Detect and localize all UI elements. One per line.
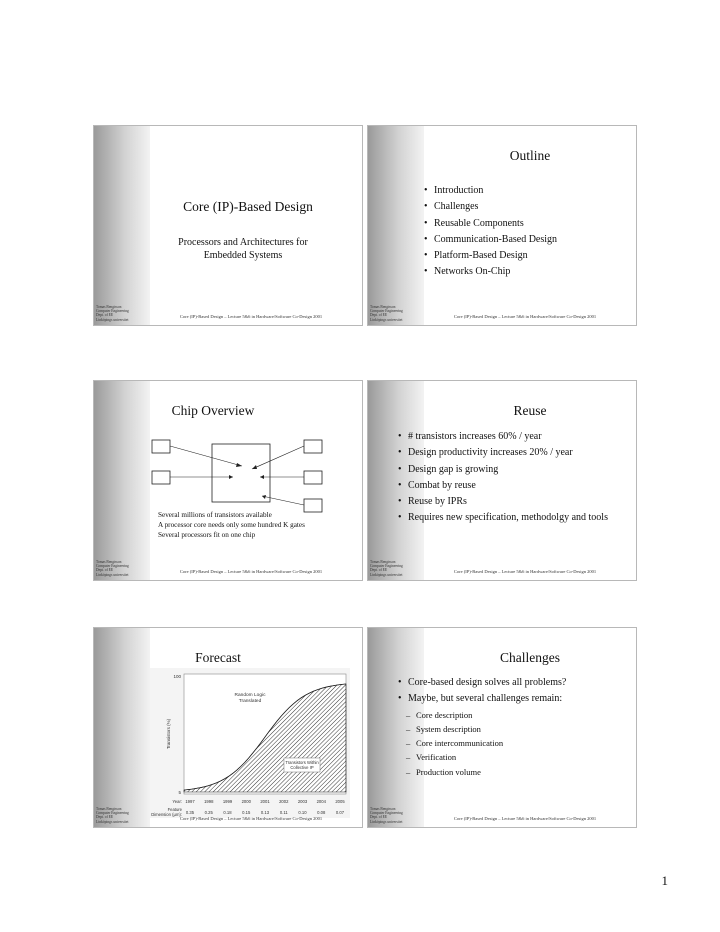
footer-author-line: Linköpings universitet: [96, 572, 129, 577]
footer-author: [96, 560, 129, 577]
footer-course: Core (IP)-Based Design – Lecture 5&6 in Hardware/Software Co-Design 2001: [453, 816, 597, 821]
footer-course: Core (IP)-Based Design – Lecture 5&6 in Hardware/Software Co-Design 2001: [179, 314, 323, 319]
feature-dimension-label: 0.13: [260, 810, 270, 815]
footer-author-line: Tomas Bengtsson: [370, 304, 396, 309]
list-item: • # transistors increases 60% / year: [398, 429, 630, 445]
footer-author-line: Tomas Bengtsson: [96, 304, 122, 309]
footer-author-line: Computer Engineering: [370, 811, 403, 816]
x-tick-label: 1998: [204, 799, 214, 804]
footer-course: Core (IP)-Based Design – Lecture 5&6 in Hardware/Software Co-Design 2001: [179, 569, 323, 574]
series-label-random-logic: Translated: [238, 699, 262, 704]
series-label-random-logic: Random Logic: [234, 693, 266, 698]
list-item: • Reuse by IPRs: [398, 494, 630, 510]
list-item: • Communication-Based Design: [424, 232, 557, 248]
feature-dimension-label: 0.10: [298, 810, 307, 815]
footer-author-line: Linköpings universitet: [370, 819, 403, 824]
x-tick-label: 2000: [241, 799, 251, 804]
feature-dimension-label: 0.07: [335, 810, 345, 815]
footer-author-line: Dept. of EE: [96, 815, 114, 820]
slide-subtitle-line1: Processors and Architectures for: [178, 237, 308, 248]
footer-author-line: Linköpings universitet: [96, 819, 129, 824]
feature-dimension-label: 0.18: [223, 810, 232, 815]
y-tick-label: 100: [173, 674, 181, 679]
list-item: • Requires new specification, methodolgy and tools: [398, 510, 630, 526]
footer-author: [96, 807, 129, 824]
chip-note: Several processors fit on one chip: [158, 531, 256, 539]
footer-author-line: Tomas Bengtsson: [370, 559, 396, 564]
series-label-collective-ip: Transistors Within: [285, 760, 319, 765]
arrow-line: [252, 446, 304, 469]
list-item: • Challenges: [424, 199, 557, 215]
arrow-head: [260, 475, 264, 479]
list-item: [398, 691, 632, 779]
footer-author-line: Tomas Bengtsson: [370, 806, 396, 811]
x-tick-label: 1997: [185, 799, 195, 804]
footer-author-line: Tomas Bengtsson: [96, 559, 122, 564]
footer-course: Core (IP)-Based Design – Lecture 5&6 in Hardware/Software Co-Design 2001: [179, 816, 323, 821]
x-row-label: Dimension (µm):: [151, 812, 182, 817]
forecast-chart: [150, 668, 350, 818]
list-item-text: Maybe, but several challenges remain:: [408, 693, 563, 705]
footer-author-line: Computer Engineering: [96, 309, 129, 314]
reuse-list: [398, 429, 630, 527]
core-box-right-middle: [304, 471, 322, 484]
feature-dimension-label: 0.11: [279, 810, 288, 815]
footer-author: [370, 807, 403, 824]
feature-dimension-label: 0.35: [185, 810, 195, 815]
slide-heading: Outline: [509, 148, 551, 163]
chip-note: Several millions of transistors available: [158, 511, 272, 519]
chip-box: [212, 444, 270, 502]
slide-outline: [367, 125, 637, 326]
footer-author-line: Dept. of EE: [370, 815, 388, 820]
chip-notes: [158, 510, 305, 540]
sub-list-item: – Verification: [406, 750, 632, 764]
footer-course: Core (IP)-Based Design – Lecture 5&6 in Hardware/Software Co-Design 2001: [453, 314, 597, 319]
page-number: 1: [661, 873, 668, 888]
list-item: • Design productivity increases 20% / year: [398, 445, 630, 461]
y-axis-label: Transistors (%): [166, 718, 171, 750]
arrow-head: [236, 463, 242, 467]
slide-challenges: [367, 627, 637, 828]
slide-subtitle-line2: Embedded Systems: [203, 250, 283, 261]
footer-author-line: Linköpings universitet: [370, 317, 403, 322]
footer-author-line: Linköpings universitet: [370, 572, 403, 577]
x-tick-label: 2005: [335, 799, 345, 804]
slide-chip-overview: [93, 380, 363, 581]
chip-note: A processor core needs only some hundred K gates: [158, 521, 305, 529]
core-box-left-top: [152, 440, 170, 453]
arrow-head: [252, 465, 257, 469]
list-item: • Core-based design solves all problems?: [398, 675, 632, 691]
list-item: • Combat by reuse: [398, 478, 630, 494]
list-item: • Design gap is growing: [398, 462, 630, 478]
x-tick-label: 2001: [260, 799, 270, 804]
challenges-list: [398, 675, 632, 779]
footer-author-line: Computer Engineering: [96, 811, 129, 816]
sub-list-item: – Core description: [406, 708, 632, 722]
x-row-label: Year:: [172, 799, 182, 804]
sub-list-item: – Production volume: [406, 765, 632, 779]
series-label-collective-ip: Collective IP: [290, 765, 314, 770]
arrow-line: [262, 496, 304, 505]
arrow-line: [170, 446, 242, 466]
slide-forecast: [93, 627, 363, 828]
x-tick-label: 2003: [297, 799, 308, 804]
core-box-left-bottom: [152, 471, 170, 484]
footer-author: [96, 305, 129, 322]
feature-dimension-label: 0.25: [204, 810, 213, 815]
slide-heading: Chip Overview: [171, 403, 255, 418]
x-tick-label: 2004: [316, 799, 326, 804]
x-tick-label: 2002: [279, 799, 289, 804]
footer-author-line: Tomas Bengtsson: [96, 806, 122, 811]
slide-title: [93, 125, 363, 326]
list-item: • Introduction: [424, 183, 557, 199]
slide-heading: Forecast: [195, 650, 241, 665]
list-item: • Networks On-Chip: [424, 264, 557, 280]
slide-heading: Reuse: [513, 403, 547, 418]
slide-heading: Challenges: [500, 650, 560, 665]
sub-list-item: – Core intercommunication: [406, 736, 632, 750]
footer-author-line: Dept. of EE: [370, 313, 388, 318]
footer-author-line: Computer Engineering: [96, 564, 129, 569]
footer-author-line: Dept. of EE: [96, 568, 114, 573]
slide-gradient-bar: [94, 126, 150, 325]
sub-list-item: – System description: [406, 722, 632, 736]
slide-reuse: [367, 380, 637, 581]
y-tick-label: 5: [178, 790, 181, 795]
footer-author-line: Linköpings universitet: [96, 317, 129, 322]
feature-dimension-label: 0.08: [317, 810, 326, 815]
slide-title-text: Core (IP)-Based Design: [183, 199, 313, 214]
feature-dimension-label: 0.15: [242, 810, 251, 815]
core-box-right-bottom: [304, 499, 322, 512]
list-item: • Reusable Components: [424, 216, 557, 232]
footer-author-line: Computer Engineering: [370, 564, 403, 569]
x-tick-label: 1999: [222, 799, 233, 804]
arrow-head: [229, 475, 233, 479]
arrow-head: [262, 495, 266, 499]
core-box-right-top: [304, 440, 322, 453]
list-item: • Platform-Based Design: [424, 248, 557, 264]
sub-list: [406, 708, 632, 779]
slide-gradient-bar: [368, 126, 424, 325]
footer-author: [370, 305, 403, 322]
footer-author-line: Dept. of EE: [370, 568, 388, 573]
footer-author-line: Dept. of EE: [96, 313, 114, 318]
footer-course: Core (IP)-Based Design – Lecture 5&6 in Hardware/Software Co-Design 2001: [453, 569, 597, 574]
outline-list: [424, 183, 557, 281]
footer-author-line: Computer Engineering: [370, 309, 403, 314]
x-row-label: Feature: [167, 807, 182, 812]
footer-author: [370, 560, 403, 577]
